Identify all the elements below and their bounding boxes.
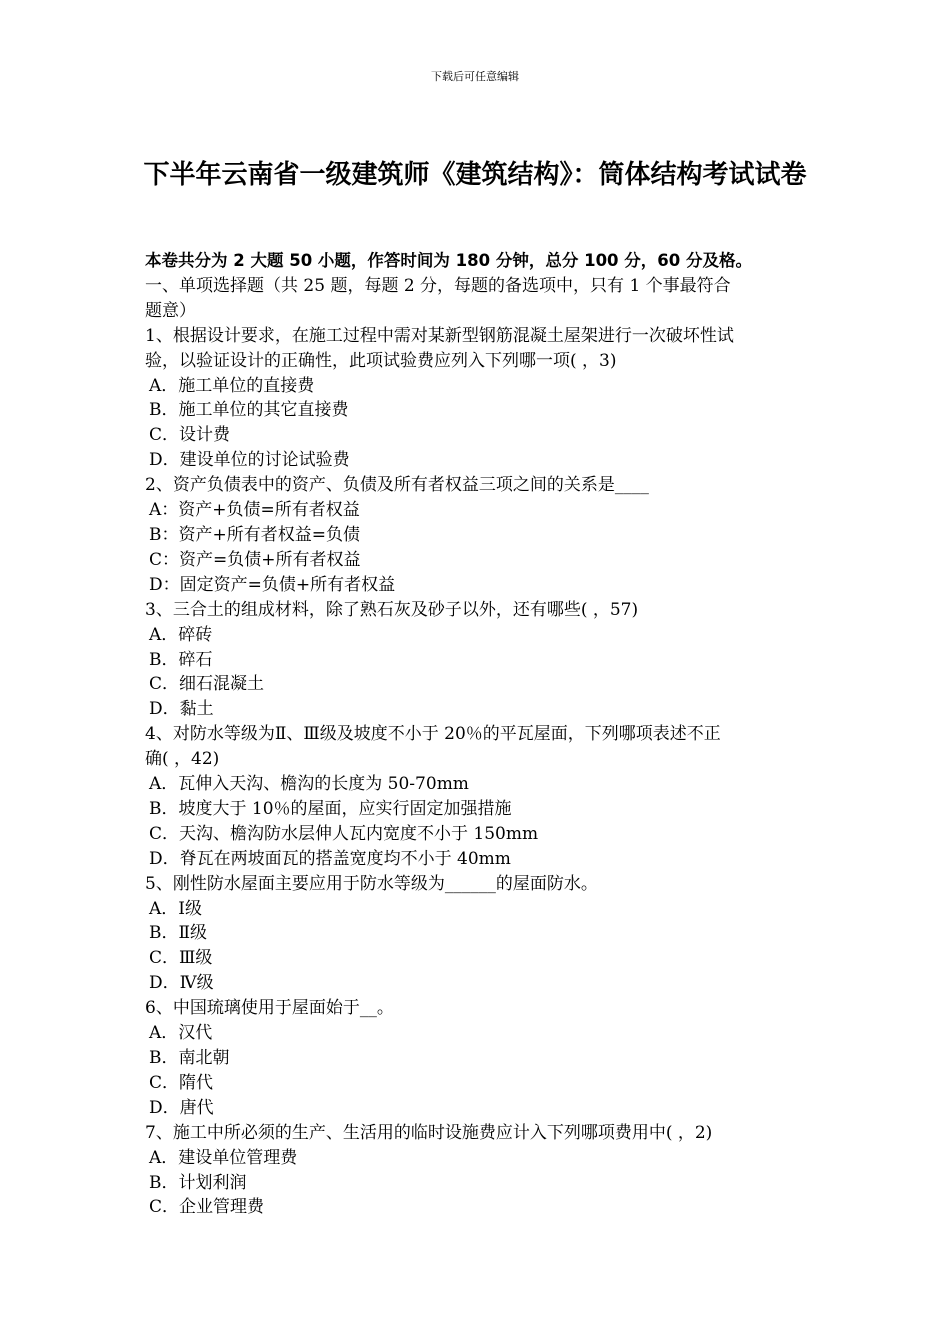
question-2-line1: 2、资产负债表中的资产、负债及所有者权益三项之间的关系是____ (145, 475, 649, 496)
question-5-option-c: C．Ⅲ级 (149, 948, 213, 969)
question-7-option-a: A．建设单位管理费 (149, 1147, 298, 1168)
question-4-option-c: C．天沟、檐沟防水层伸人瓦内宽度不小于 150mm (149, 823, 539, 844)
question-1-option-c: C．设计费 (149, 425, 231, 446)
header-note: 下载后可任意编辑 (431, 70, 519, 83)
question-6-option-b: B．南北朝 (149, 1048, 230, 1068)
question-7-option-b: B．计划利润 (149, 1172, 247, 1193)
section-heading-line1: 一、单项选择题（共 25 题，每题 2 分，每题的备选项中，只有 1 个事最符合 (145, 275, 731, 296)
question-3-line1: 3、三合土的组成材料，除了熟石灰及砂子以外，还有哪些( ，57) (145, 599, 639, 620)
question-5-line1: 5、刚性防水屋面主要应用于防水等级为______的屋面防水。 (145, 873, 598, 894)
question-4-option-d: D．脊瓦在两坡面瓦的搭盖宽度均不小于 40mm (149, 848, 511, 869)
question-6-option-d: D．唐代 (149, 1097, 214, 1118)
question-3-option-b: B．碎石 (149, 649, 213, 670)
question-4-option-b: B．坡度大于 10％的屋面，应实行固定加强措施 (149, 798, 512, 819)
question-4-option-a: A．瓦伸入天沟、檐沟的长度为 50-70mm (149, 774, 469, 795)
question-1-line2: 验，以验证设计的正确性，此项试验费应列入下列哪一项( ，3) (145, 350, 617, 371)
question-1-line1: 1、根据设计要求，在施工过程中需对某新型钢筋混凝土屋架进行一次破坏性试 (145, 325, 734, 346)
question-6-option-a: A．汉代 (149, 1023, 213, 1044)
question-5-option-d: D．Ⅳ级 (149, 973, 214, 994)
section-heading-line2: 题意） (145, 300, 196, 321)
question-1-option-b: B．施工单位的其它直接费 (149, 400, 349, 421)
question-6-line1: 6、中国琉璃使用于屋面始于__。 (145, 998, 394, 1019)
question-3-option-c: C．细石混凝土 (149, 674, 265, 695)
question-6-option-c: C．隋代 (149, 1072, 214, 1093)
document-body (145, 249, 810, 1220)
question-5-option-b: B．Ⅱ级 (149, 923, 208, 944)
question-2-option-c: C：资产=负债+所有者权益 (149, 549, 361, 570)
exam-summary: 本卷共分为 2 大题 50 小题，作答时间为 180 分钟，总分 100 分，60 分及格。 (145, 251, 752, 270)
question-4-line2: 确( ，42) (145, 749, 220, 770)
question-1-option-a: A．施工单位的直接费 (149, 375, 315, 396)
question-4-line1: 4、对防水等级为Ⅱ、Ⅲ级及坡度不小于 20％的平瓦屋面，下列哪项表述不正 (145, 724, 721, 745)
question-2-option-d: D：固定资产=负债+所有者权益 (149, 574, 396, 595)
question-2-option-a: A：资产+负债=所有者权益 (149, 500, 360, 521)
question-7-option-c: C．企业管理费 (149, 1197, 265, 1218)
question-2-option-b: B：资产+所有者权益=负债 (149, 524, 360, 545)
question-7-line1: 7、施工中所必须的生产、生活用的临时设施费应计入下列哪项费用中( ，2) (145, 1122, 713, 1143)
page-title: 下半年云南省一级建筑师《建筑结构》：筒体结构考试试卷 (143, 160, 807, 190)
question-3-option-d: D．黏土 (149, 699, 214, 720)
question-1-option-d: D．建设单位的讨论试验费 (149, 450, 350, 471)
question-5-option-a: A．Ⅰ级 (149, 898, 202, 919)
question-3-option-a: A．碎砖 (149, 624, 213, 645)
